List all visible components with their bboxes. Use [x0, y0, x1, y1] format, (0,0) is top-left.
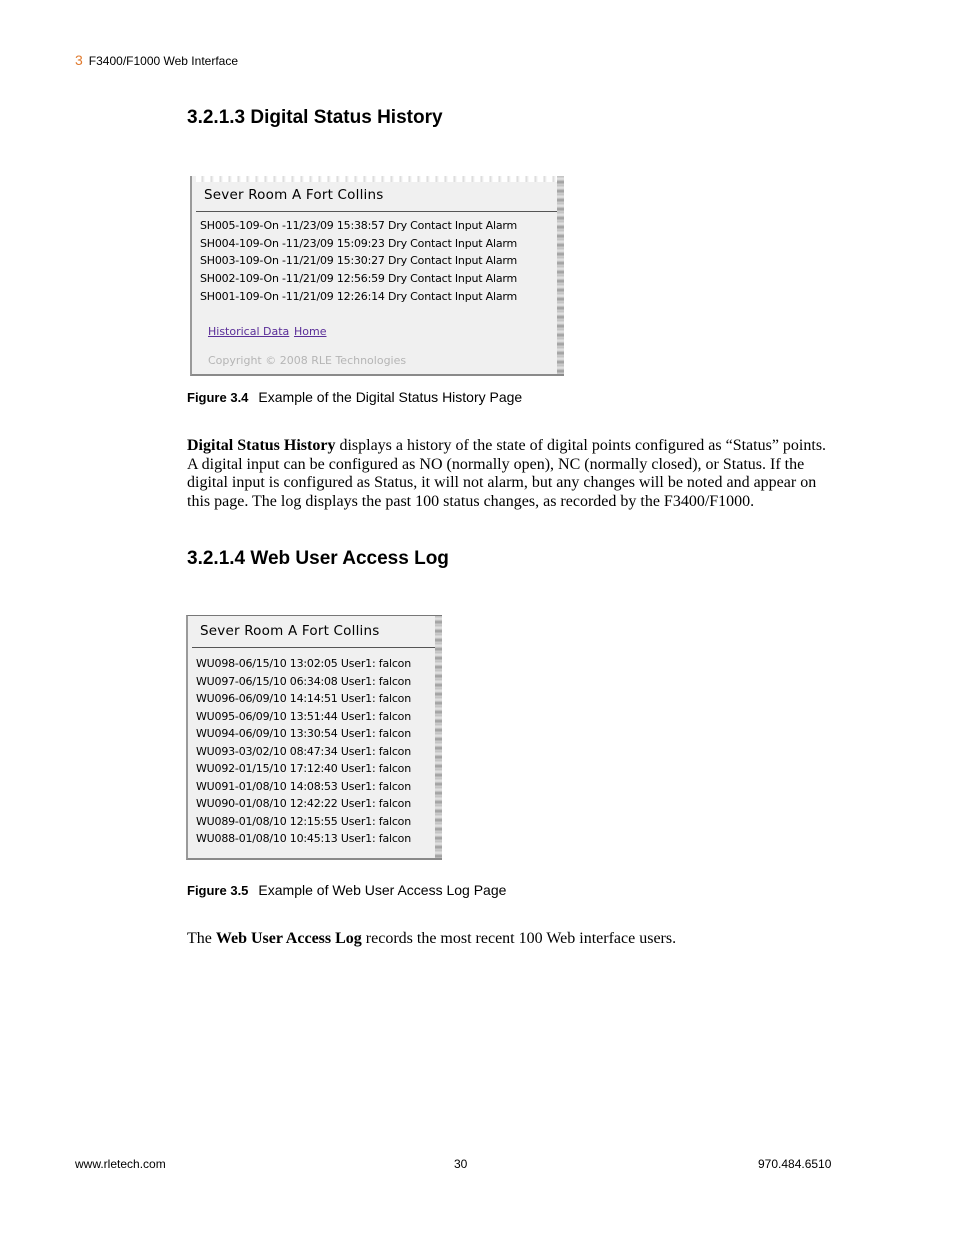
- log-entry: SH002-109-On -11/21/09 12:56:59 Dry Contact Input Alarm: [200, 272, 518, 286]
- historical-data-link[interactable]: Historical Data: [208, 325, 290, 338]
- log-entry: WU096-06/09/10 14:14:51 User1: falcon: [196, 692, 411, 705]
- section-heading-digital-status-history: 3.2.1.3 Digital Status History: [187, 107, 443, 128]
- chapter-title: F3400/F1000 Web Interface: [88, 54, 238, 68]
- log-entry: WU097-06/15/10 06:34:08 User1: falcon: [196, 674, 411, 688]
- footer-website: www.rletech.com: [75, 1157, 166, 1171]
- figure-caption-3-5: [187, 882, 506, 898]
- section-heading-web-user-access-log: 3.2.1.4 Web User Access Log: [187, 548, 449, 569]
- log-entry: WU090-01/08/10 12:42:22 User1: falcon: [196, 797, 411, 810]
- screenshot-title: Sever Room A Fort Collins: [192, 616, 435, 648]
- log-entry: WU093-03/02/10 08:47:34 User1: falcon: [196, 744, 411, 758]
- figure-label: Figure 3.4: [187, 390, 249, 405]
- footer-phone: 970.484.6510: [758, 1157, 832, 1171]
- log-entry: WU091-01/08/10 14:08:53 User1: falcon: [196, 779, 411, 793]
- log-entry: SH001-109-On -11/21/09 12:26:14 Dry Contact Input Alarm: [200, 289, 518, 303]
- home-link[interactable]: Home: [294, 325, 327, 338]
- figure-caption-text: Example of Web User Access Log Page: [258, 882, 507, 898]
- digital-status-history-screenshot: [190, 176, 564, 376]
- screenshot-title: Sever Room A Fort Collins: [196, 180, 557, 212]
- web-user-access-log-screenshot: [186, 615, 442, 860]
- copyright-text: Copyright © 2008 RLE Technologies: [208, 354, 407, 367]
- paragraph-suffix: records the most recent 100 Web interface users.: [361, 930, 677, 947]
- log-entry: SH004-109-On -11/23/09 15:09:23 Dry Contact Input Alarm: [200, 236, 518, 250]
- figure-caption-3-4: [187, 389, 522, 405]
- digital-status-history-paragraph: [187, 437, 839, 511]
- paragraph-prefix: The: [187, 930, 216, 947]
- log-entry: WU089-01/08/10 12:15:55 User1: falcon: [196, 814, 411, 828]
- figure-caption-text: Example of the Digital Status History Page: [258, 389, 523, 405]
- paragraph-text: displays a history of the state of digital points configured as “Status” points. A digital input can be configured as NO (normally open), NC (normally closed), or Status. If the digital input is configured as Status, it will not alarm, but any changes will be noted and appear on this page. The log displays the past 100 status changes, as recorded by the F3400/F1000.: [187, 437, 827, 510]
- bold-term: Digital Status History: [187, 437, 336, 454]
- log-entry: SH005-109-On -11/23/09 15:38:57 Dry Contact Input Alarm: [200, 219, 518, 232]
- log-entry: WU092-01/15/10 17:12:40 User1: falcon: [196, 762, 411, 775]
- figure-label: Figure 3.5: [187, 883, 249, 898]
- web-user-access-log-paragraph: [187, 930, 839, 949]
- log-entry: WU088-01/08/10 10:45:13 User1: falcon: [196, 832, 411, 845]
- log-entry: SH003-109-On -11/21/09 15:30:27 Dry Contact Input Alarm: [200, 254, 518, 268]
- bold-term: Web User Access Log: [215, 930, 362, 947]
- log-entry: WU094-06/09/10 13:30:54 User1: falcon: [196, 727, 411, 740]
- chapter-number: 3: [75, 52, 83, 68]
- running-header: [75, 52, 238, 68]
- footer-page-number: 30: [454, 1157, 468, 1171]
- log-entry: WU095-06/09/10 13:51:44 User1: falcon: [196, 709, 411, 723]
- log-entry: WU098-06/15/10 13:02:05 User1: falcon: [196, 657, 411, 670]
